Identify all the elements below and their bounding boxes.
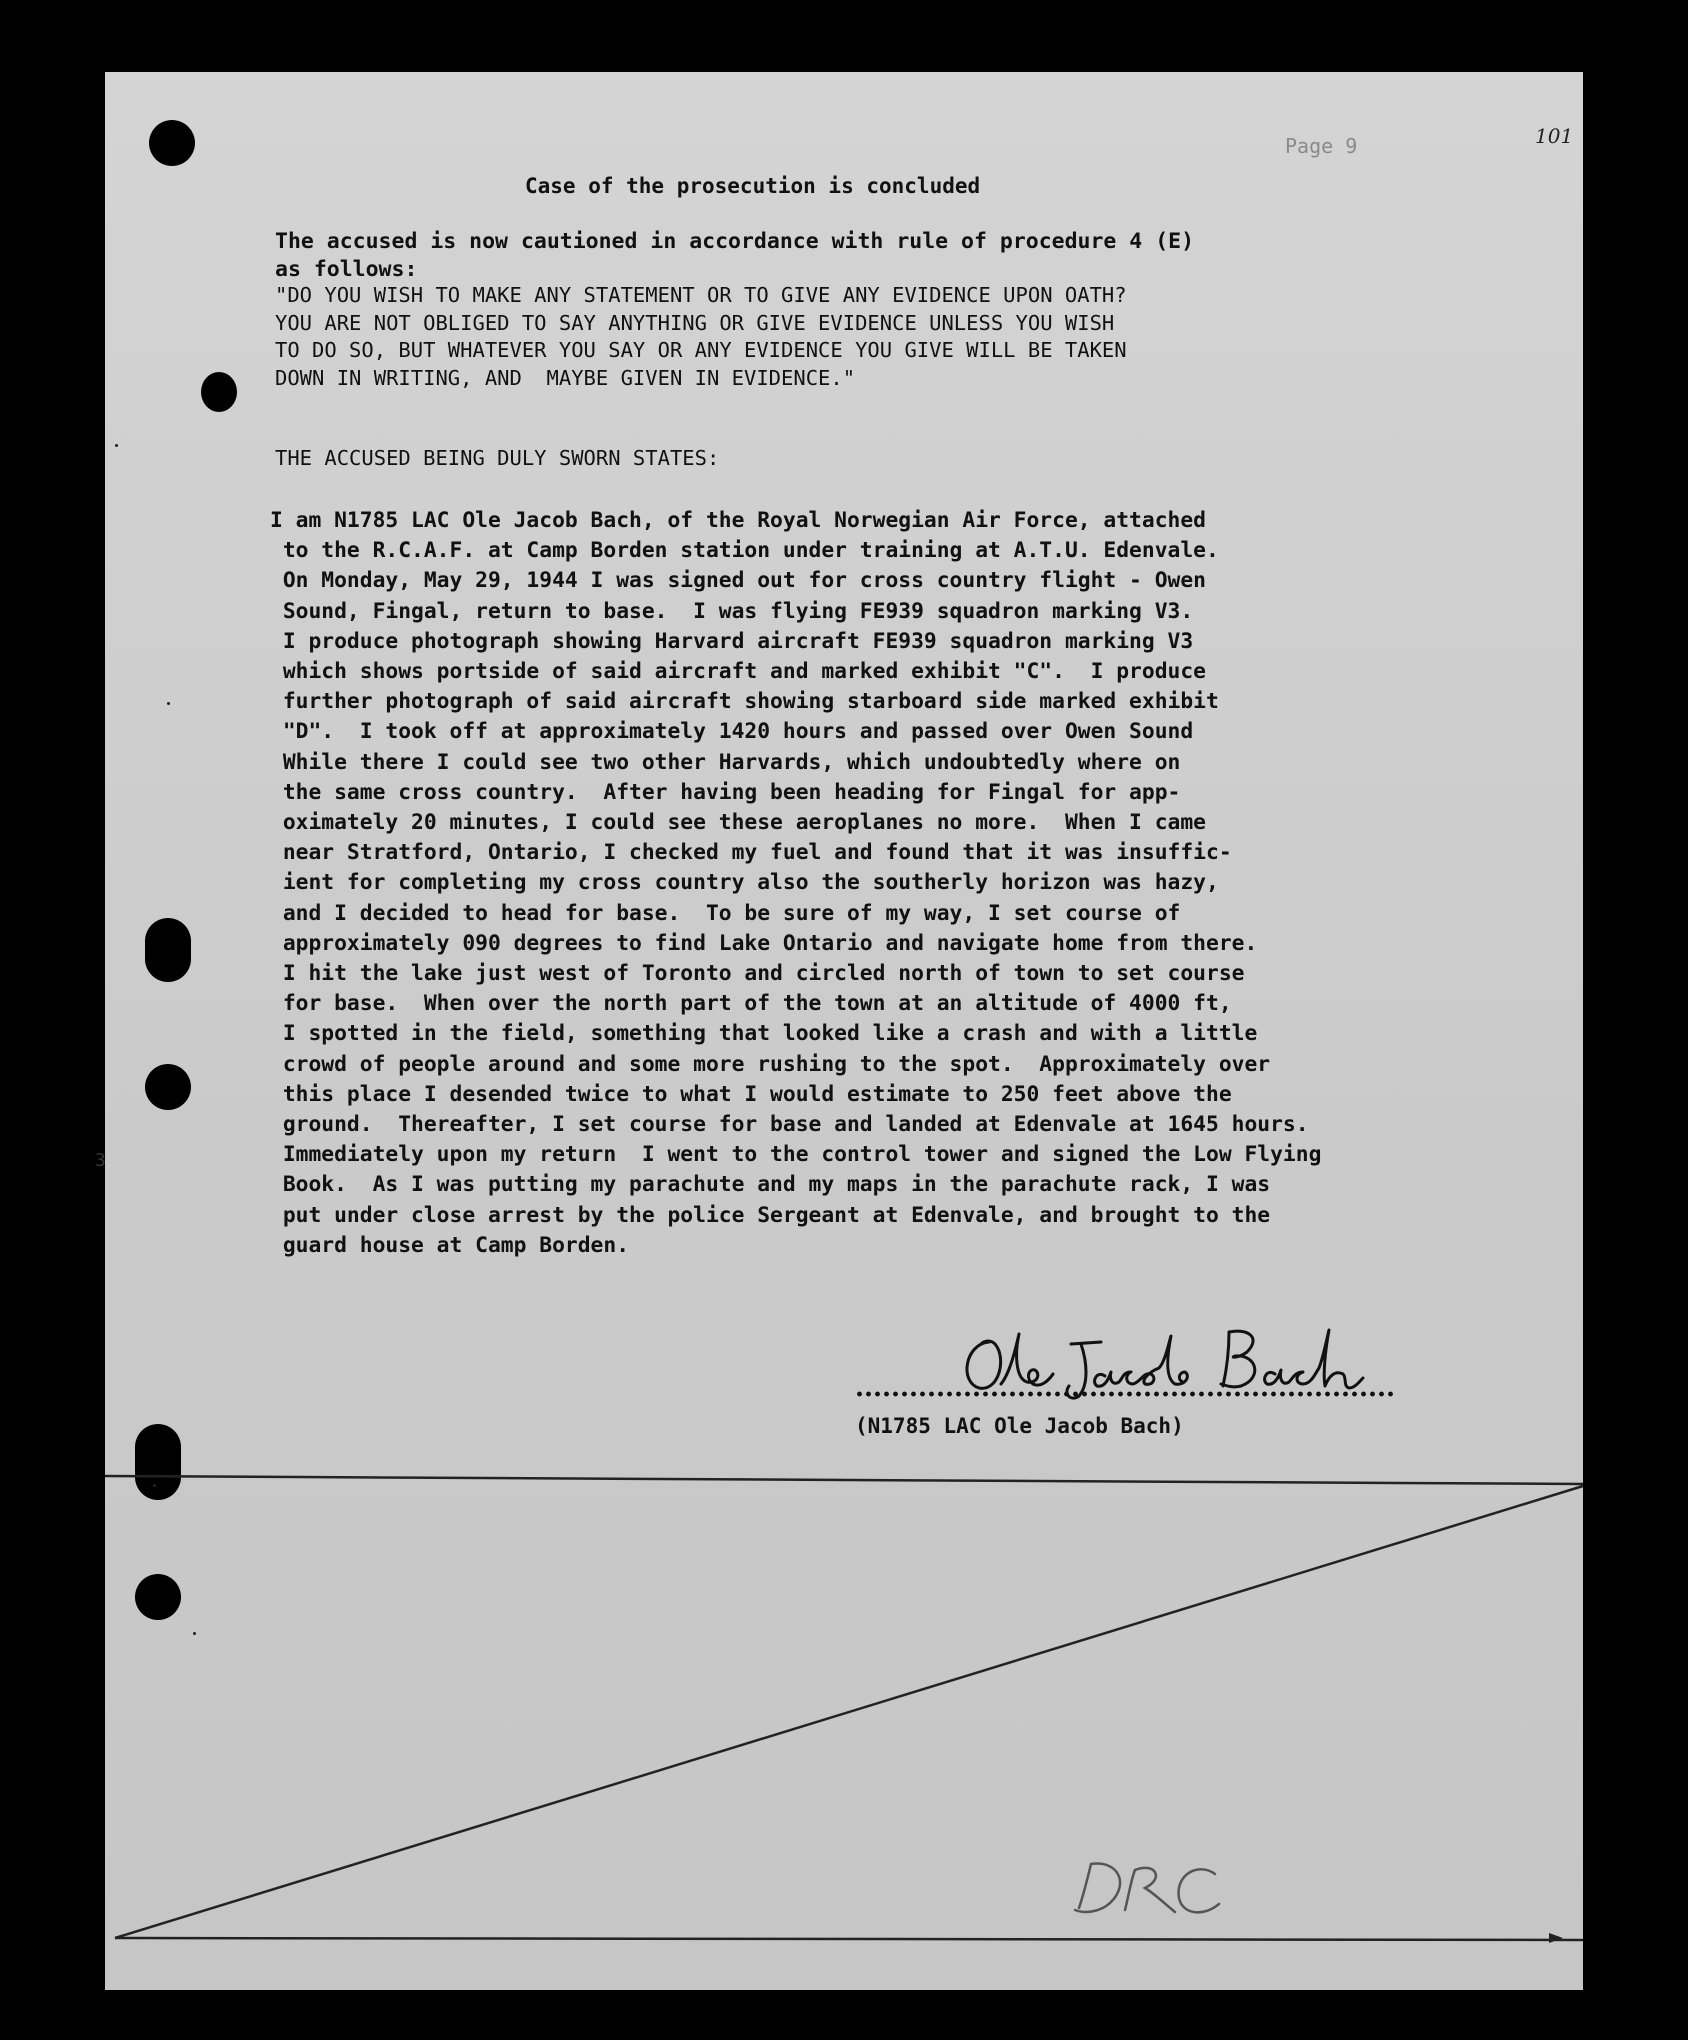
section-heading: Case of the prosecution is concluded [525, 174, 981, 198]
intro-paragraph: The accused is now cautioned in accordance with rule of procedure 4 (E) as follows: [275, 229, 1195, 282]
handwritten-initials [1065, 1854, 1225, 1924]
caution-paragraph: "DO YOU WISH TO MAKE ANY STATEMENT OR TO GIVE ANY EVIDENCE UPON OATH? YOU ARE NOT OBLIGED TO SAY ANYTHING OR GIVE EVIDENCE UNLESS YOU WISH TO DO SO, BUT WHATEVER YOU SAY OR ANY EVIDENCE YOU GIVE WILL BE TAKEN DOWN IN WRITING, AND MAYBE GIVEN IN EVIDENCE." [275, 283, 1127, 390]
statement-paragraph: I am N1785 LAC Ole Jacob Bach, of the Royal Norwegian Air Force, attached to the R.C.A.F. at Camp Borden station under training at A.T.U. Edenvale. On Monday, May 29, 1944 I was signed out for cross country flight - Owen Sound, Fingal, return to base. I was flying FE939 squadron marking V3. I produce photograph showing Harvard aircraft FE939 squadron marking V3 which shows portside of said aircraft and marked exhibit "C". I produce further photograph of said aircraft showing starboard side marked exhibit "D". I took off at approximately 1420 hours and passed over Owen Sound While there I could see two other Harvards, which undoubtedly where on the same cross country. After having been heading for Fingal for app- oximately 20 minutes, I could see these aeroplanes no more. When I came near Stratford, Ontario, I checked my fuel and found that it was insuffic- ient for completing my cross country also the southerly horizon was hazy, and I decided to head for base. To be sure of my way, I set course of approximately 090 degrees to find Lake Ontario and navigate home from there. I hit the lake just west of Toronto and circled north of town to set course for base. When over the north part of the town at an altitude of 4000 ft, I spotted in the field, something that looked like a crash and with a little crowd of people around and some more rushing to the spot. Approximately over this place I desended twice to what I would estimate to 250 feet above the ground. Thereafter, I set course for base and landed at Edenvale at 1645 hours. Immediately upon my return I went to the control tower and signed the Low Flying Book. As I was putting my parachute and my maps in the parachute rack, I was put under close arrest by the police Sergeant at Edenvale, and brought to the guard house at Camp Borden. [270, 508, 1322, 1258]
sworn-heading: THE ACCUSED BEING DULY SWORN STATES: [275, 446, 720, 470]
cancellation-lines [105, 72, 1583, 1990]
document-page [95, 72, 1583, 1990]
corner-number: 101 [1535, 124, 1574, 148]
margin-number: 3 [95, 1150, 106, 1171]
page-number: Page 9 [1285, 134, 1358, 158]
signature-caption: (N1785 LAC Ole Jacob Bach) [855, 1414, 1184, 1438]
